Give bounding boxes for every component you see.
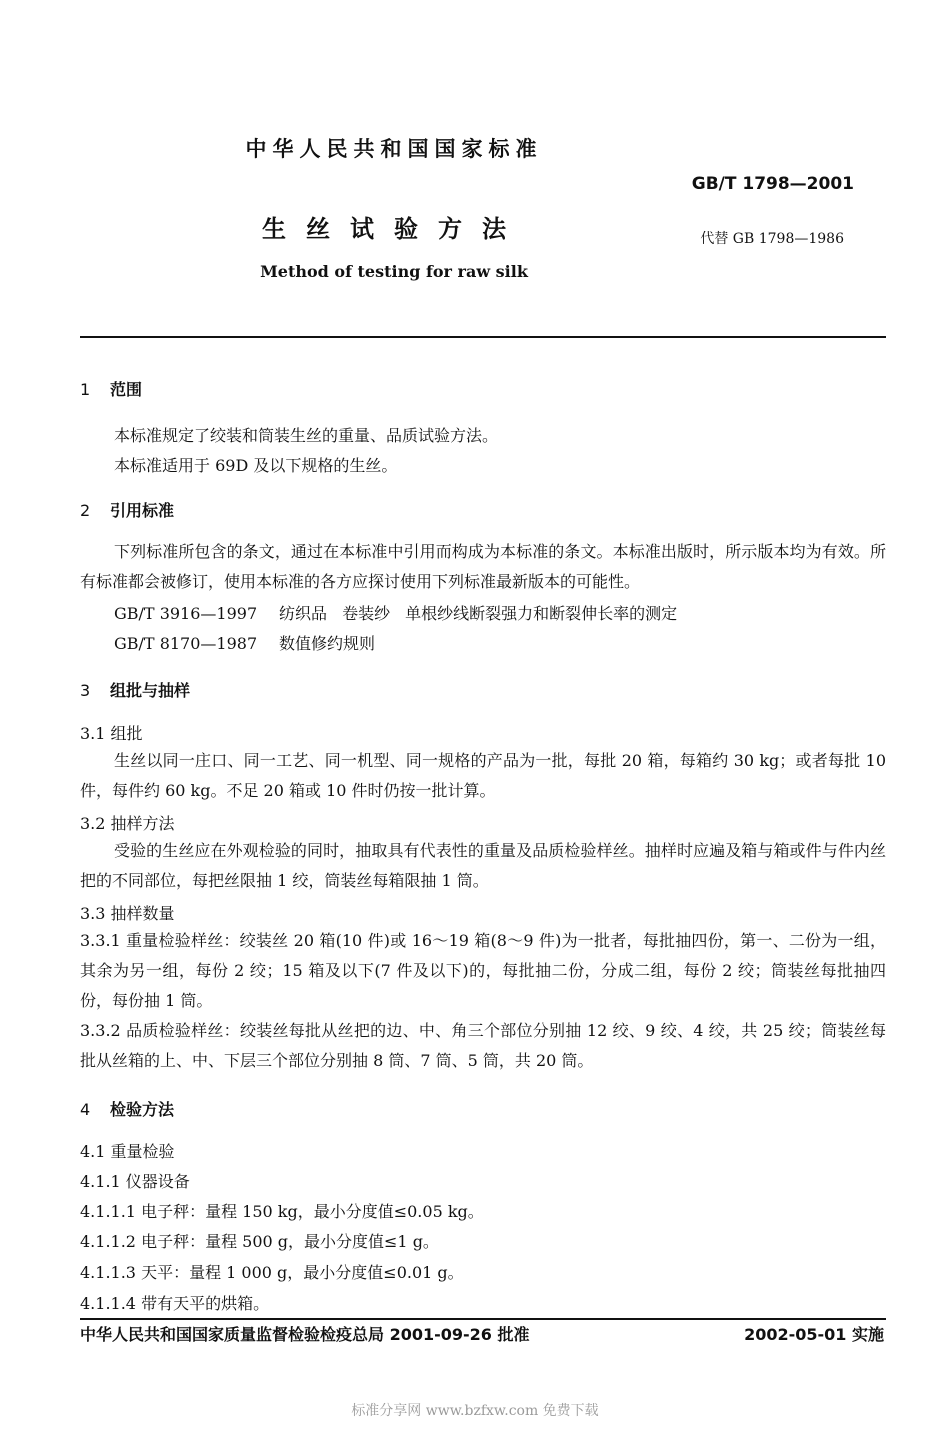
paragraph: 下列标准所包含的条文，通过在本标准中引用而构成为本标准的条文。本标准出版时，所示版本均为有效。所有标准都会被修订，使用本标准的各方应探讨使用下列标准最新版本的可能性。: [80, 542, 886, 591]
subsection-heading: 4.1.1 仪器设备: [80, 1172, 190, 1191]
section-2-heading: [80, 498, 174, 521]
reference-code: GB/T 8170—1987: [114, 634, 258, 653]
paragraph: 受验的生丝应在外观检验的同时，抽取具有代表性的重量及品质检验样丝。抽样时应遍及箱与箱或件与件内丝把的不同部位，每把丝限抽 1 绞，筒装丝每箱限抽 1 筒。: [80, 841, 886, 890]
paragraph: 3.3.1 重量检验样丝：绞装丝 20 箱(10 件)或 16～19 箱(8～9 件)为一批者，每批抽四份，第一、二份为一组，其余为另一组，每份 2 绞；15 箱及以下(7 件及以下)的，每批抽二份，分成二组，每份 2 绞；筒装丝每批抽四份，每份抽 1 筒。: [80, 931, 886, 1010]
reference-item: [114, 631, 375, 654]
paragraph: 生丝以同一庄口、同一工艺、同一机型、同一规格的产品为一批，每批 20 箱，每箱约 30 kg；或者每批 10 件，每件约 60 kg。不足 20 箱或 10 件时仍按一批计算。: [80, 751, 886, 800]
subsection-heading: 4.1 重量检验: [80, 1142, 175, 1161]
clause-item: 4.1.1.1 电子秤：量程 150 kg，最小分度值≤0.05 kg。: [80, 1202, 484, 1221]
section-4-heading: [80, 1097, 174, 1120]
effective-date: 2002-05-01 实施: [744, 1325, 884, 1344]
section-number: 4: [80, 1100, 91, 1119]
reference-code: GB/T 3916—1997: [114, 604, 258, 623]
document-title: 生丝试验方法: [262, 215, 526, 243]
standard-number: GB/T 1798—2001: [691, 174, 854, 194]
paragraph: 本标准适用于 69D 及以下规格的生丝。: [114, 456, 398, 475]
section-title: 组批与抽样: [110, 681, 191, 700]
section-title: 范围: [110, 380, 143, 399]
paragraph: 本标准规定了绞装和筒装生丝的重量、品质试验方法。: [114, 426, 499, 445]
section-number: 3: [80, 681, 91, 700]
section-number: 1: [80, 380, 91, 399]
subsection-heading: 3.3 抽样数量: [80, 904, 175, 923]
replaces-standard: 代替 GB 1798—1986: [700, 231, 844, 247]
reference-title: 数值修约规则: [279, 634, 376, 653]
paragraph: 3.3.2 品质检验样丝：绞装丝每批从丝把的边、中、角三个部位分别抽 12 绞、9 绞、4 绞，共 25 绞；筒装丝每批从丝箱的上、中、下层三个部位分别抽 8 筒、7 筒、5 筒，共 20 筒。: [80, 1021, 886, 1070]
reference-item: [114, 601, 677, 624]
section-1-heading: [80, 377, 142, 400]
subsection-heading: 3.2 抽样方法: [80, 814, 175, 833]
clause-item: 4.1.1.2 电子秤：量程 500 g，最小分度值≤1 g。: [80, 1232, 439, 1251]
reference-title: 纺织品 卷装纱 单根纱线断裂强力和断裂伸长率的测定: [279, 604, 678, 623]
clause-item: 4.1.1.4 带有天平的烘箱。: [80, 1294, 270, 1313]
header-divider: [80, 336, 886, 338]
section-3-heading: [80, 678, 190, 701]
section-title: 检验方法: [110, 1100, 175, 1119]
footer-divider: [80, 1318, 886, 1320]
subsection-heading: 3.1 组批: [80, 724, 143, 743]
issuing-organization: 中华人民共和国国家标准: [245, 137, 543, 161]
approval-statement: 中华人民共和国国家质量监督检验检疫总局 2001-09-26 批准: [80, 1325, 530, 1344]
document-title-english: Method of testing for raw silk: [260, 262, 528, 281]
watermark: 标准分享网 www.bzfxw.com 免费下载: [351, 1403, 599, 1419]
clause-item: 4.1.1.3 天平：量程 1 000 g，最小分度值≤0.01 g。: [80, 1263, 464, 1282]
section-title: 引用标准: [110, 501, 175, 520]
section-number: 2: [80, 501, 91, 520]
